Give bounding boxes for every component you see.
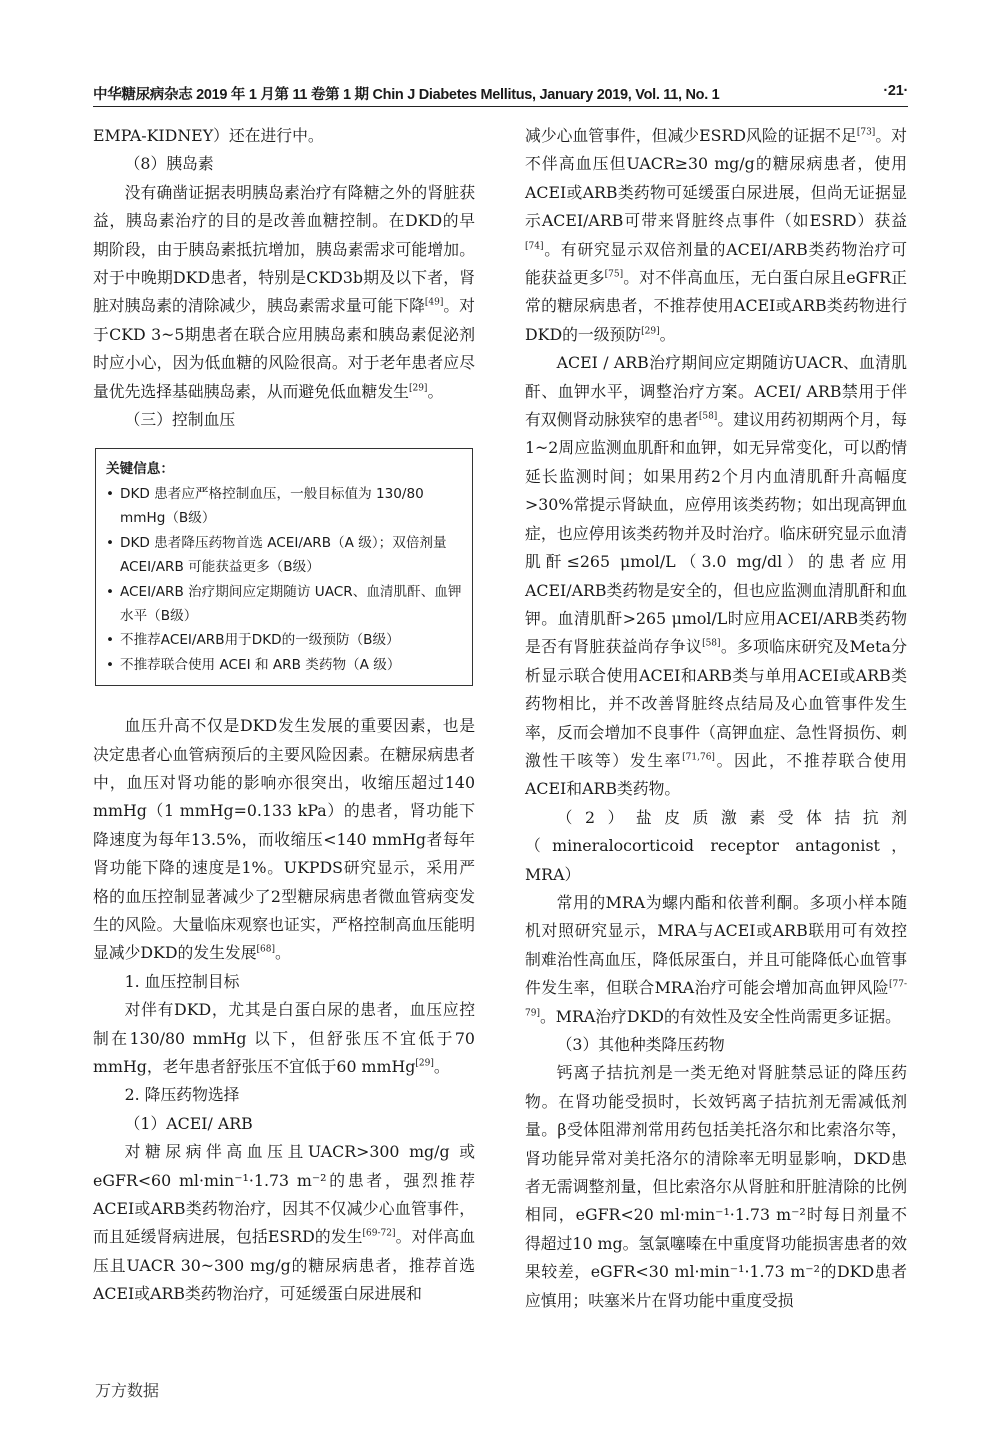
citation: [73]	[856, 127, 876, 138]
section-heading: （8）胰岛素	[124, 154, 214, 174]
citation: [29]	[408, 383, 428, 394]
paragraph: 减少心血管事件，但减少ESRD风险的证据不足[73]。对不伴高血压但UACR≥30 mg/g的糖尿病患者，使用ACEI或ARB类药物可延缓蛋白尿进展，但尚无证据显示ACEI/ARB可带来肾脏终点事件（如ESRD）获益[74]。有研究显示双倍剂量的ACEI/ARB类药物治疗可能获益更多[75]。对不伴高血压，无白蛋白尿且eGFR正常的糖尿病患者，不推荐使用ACEI或ARB类药物进行DKD的一级预防[29]。	[525, 126, 907, 344]
section-heading: （2）盐皮质激素受体拮抗剂（mineralocorticoid receptor antagonist，MRA）	[525, 807, 907, 884]
section-heading: 2. 降压药物选择	[124, 1085, 240, 1105]
paragraph: EMPA-KIDNEY）还在进行中。	[93, 126, 324, 145]
citation: [58]	[698, 411, 718, 422]
citation: [77-79]	[525, 979, 907, 1019]
watermark: 万方数据	[95, 1381, 160, 1400]
key-info-list	[106, 482, 462, 677]
paragraph: ACEI / ARB治疗期间应定期随访UACR、血清肌酐、血钾水平，调整治疗方案。ACEI/ ARB禁用于伴有双侧肾动脉狭窄的患者[58]。建议用药初期两个月，每1~2周应监测血肌酐和血钾，如无异常变化，可以酌情延长监测时间；如果用药2个月内血清肌酐升高幅度>30%常提示肾缺血，应停用该类药物；如出现高钾血症，也应停用该类药物并及时治疗。临床研究显示血清肌酐≤265 μmol/L（3.0 mg/dl）的患者应用ACEI/ARB类药物是安全的，但也应监测血清肌酐和血钾。血清肌酐>265 μmol/L时应用ACEI/ARB类药物是否有肾脏获益尚存争议[58]。多项临床研究及Meta分析显示联合使用ACEI和ARB类与单用ACEI或ARB类药物相比，并不改善肾脏终点结局及心血管事件发生率，反而会增加不良事件（高钾血症、急性肾损伤、刺激性干咳等）发生率[71,76]。因此，不推荐联合使用ACEI和ARB类药物。	[525, 353, 907, 799]
citation: [68]	[256, 945, 275, 956]
paragraph: 血压升高不仅是DKD发生发展的重要因素，也是决定患者心血管病预后的主要风险因素。在糖尿病患者中，血压对肾功能的影响亦很突出，收缩压超过140 mmHg（1 mmHg=0.133 kPa）的患者，肾功能下降速度为每年13.5%，而收缩压<140 mmHg者每年肾功能下降的速度是1%。UKPDS研究显示，采用严格的血压控制显著减少了2型糖尿病患者微血管病变发生的风险。大量临床观察也证实，严格控制高血压能明显减少DKD的发生发展[68]。	[93, 716, 475, 963]
paragraph: 没有确凿证据表明胰岛素治疗有降糖之外的肾脏获益，胰岛素治疗的目的是改善血糖控制。在DKD的早期阶段，由于胰岛素抵抗增加，胰岛素需求可能增加。对于中晚期DKD患者，特别是CKD3b期及以下者，肾脏对胰岛素的清除减少，胰岛素需求量可能下降[49]。对于CKD 3~5期患者在联合应用胰岛素和胰岛素促泌剂时应小心，因为低血糖的风险很高。对于老年患者应尽量优先选择基础胰岛素，从而避免低血糖发生[29]。	[93, 182, 475, 401]
section-heading: 1. 血压控制目标	[124, 971, 240, 991]
journal-citation: 中华糖尿病杂志 2019 年 1 月第 11 卷第 1 期 Chin J Diabetes Mellitus, January 2019, Vol. 11, No. 1	[93, 87, 720, 103]
right-column	[525, 122, 907, 1315]
key-info-box	[95, 448, 473, 686]
page-number: ·21·	[883, 83, 908, 99]
key-info-item: • DKD 患者应严格控制血压，一般目标值为 130/80 mmHg（B级）	[106, 482, 462, 531]
section-heading: （1）ACEI/ ARB	[124, 1113, 253, 1133]
paragraph: 常用的MRA为螺内酯和依普利酮。多项小样本随机对照研究显示，MRA与ACEI或ARB联用可有效控制难治性高血压，降低尿蛋白，并且可能降低心血管事件发生率，但联合MRA治疗可能会增加高血钾风险[77-79]。MRA治疗DKD的有效性及安全性尚需更多证据。	[525, 892, 907, 1026]
running-header	[93, 83, 908, 105]
key-info-item: • 不推荐联合使用 ACEI 和 ARB 类药物（A 级）	[106, 653, 462, 677]
citation: [29]	[415, 1058, 434, 1069]
key-info-title: 关键信息：	[106, 461, 174, 478]
citation: [71,76]	[682, 752, 715, 763]
citation: [58]	[702, 639, 721, 650]
left-column	[93, 122, 475, 1309]
citation: [74]	[525, 241, 544, 252]
section-heading: （3）其他种类降压药物	[556, 1035, 725, 1054]
citation: [75]	[604, 269, 624, 280]
key-info-item: • ACEI/ARB 治疗期间应定期随访 UACR、血清肌酐、血钾水平（B级）	[106, 580, 462, 629]
paragraph: 对伴有DKD，尤其是白蛋白尿的患者，血压应控制在130/80 mmHg 以下，但舒张压不宜低于70 mmHg，老年患者舒张压不宜低于60 mmHg[29]。	[93, 1000, 475, 1076]
citation: [29]	[641, 326, 660, 337]
header-rule	[93, 106, 908, 107]
citation: [49]	[424, 298, 444, 309]
paragraph: 对糖尿病伴高血压且UACR>300 mg/g 或eGFR<60 ml·min⁻¹·1.73 m⁻²的患者，强烈推荐ACEI或ARB类药物治疗，因其不仅减少心血管事件，而且延缓肾病进展，包括ESRD的发生[69-72]。对伴高血压且UACR 30~300 mg/g的糖尿病患者，推荐首选ACEI或ARB类药物治疗，可延缓蛋白尿进展和	[93, 1142, 475, 1304]
paragraph: 钙离子拮抗剂是一类无绝对肾脏禁忌证的降压药物。在肾功能受损时，长效钙离子拮抗剂无需减低剂量。β受体阻滞剂常用药包括美托洛尔和比索洛尔等，肾功能异常对美托洛尔的清除率无明显影响，DKD患者无需调整剂量，但比索洛尔从肾脏和肝脏清除的比例相同，eGFR<20 ml·min⁻¹·1.73 m⁻²时每日剂量不得超过10 mg。氢氯噻嗪在中重度肾功能损害患者的效果较差，eGFR<30 ml·min⁻¹·1.73 m⁻²的DKD患者应慎用；呋塞米片在肾功能中重度受损	[525, 1063, 907, 1310]
key-info-item: • DKD 患者降压药物首选 ACEI/ARB（A 级）；双倍剂量 ACEI/ARB 可能获益更多（B级）	[106, 531, 462, 580]
key-info-item: • 不推荐ACEI/ARB用于DKD的一级预防（B级）	[106, 628, 462, 652]
section-heading: （三）控制血压	[124, 410, 236, 430]
citation: [69-72]	[362, 1229, 396, 1240]
